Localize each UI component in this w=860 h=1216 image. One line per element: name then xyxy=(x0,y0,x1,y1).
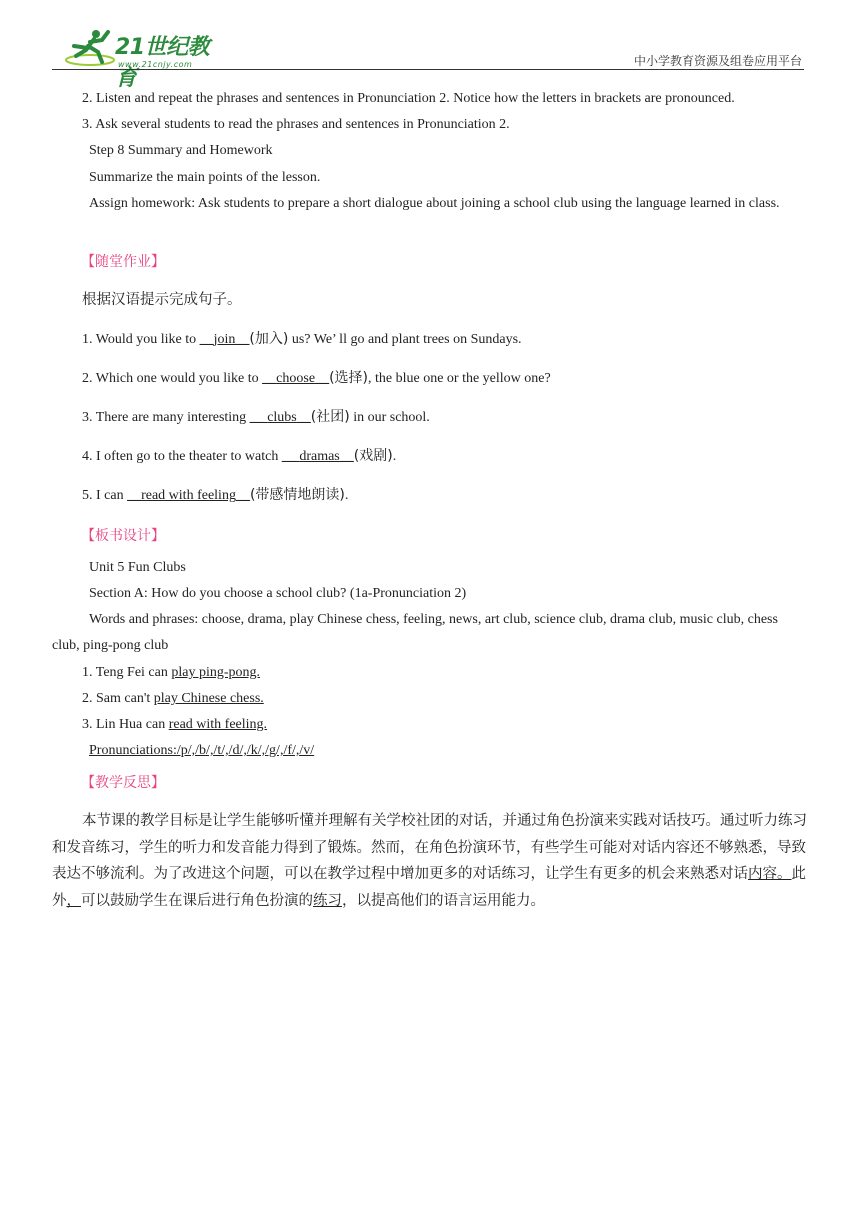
answer: clubs xyxy=(267,410,297,425)
reflection-underlined: 练习 xyxy=(313,892,342,909)
platform-label: 中小学教育资源及组卷应用平台 xyxy=(633,54,802,68)
item-text: , the blue one or the yellow one? xyxy=(368,371,551,386)
answer: join xyxy=(213,332,236,347)
answer-blank xyxy=(282,449,354,464)
homework-text: Assign homework: Ask students to prepare a short dialogue about joining a school club using the language learned in class. xyxy=(89,196,780,211)
logo xyxy=(60,26,230,91)
blank-fill: __ xyxy=(249,410,268,425)
reflection-underlined: ， xyxy=(66,892,81,909)
reflection-part: ，以提高他们的语言运用能力。 xyxy=(342,892,545,909)
item-text: in our school. xyxy=(349,410,430,425)
exercise-title: 【随堂作业】 xyxy=(81,254,165,270)
sentence-answer: play Chinese chess. xyxy=(153,691,264,706)
item-text: 5. I can xyxy=(82,488,128,503)
board-sentence-2 xyxy=(82,689,264,709)
board-pronunciations: Pronunciations:/p/,/b/,/t/,/d/,/k/,/g/,/f/,/v/ xyxy=(89,743,315,758)
item-text: 3. There are many interesting xyxy=(82,410,250,425)
blank-fill: __ xyxy=(296,410,311,425)
answer: read with feeling xyxy=(141,488,236,503)
blank-fill: __ xyxy=(235,332,250,347)
answer: dramas xyxy=(299,449,340,464)
sentence-text: 1. Teng Fei can xyxy=(82,665,172,680)
board-section: Section A: How do you choose a school club? (1a-Pronunciation 2) xyxy=(89,586,467,601)
sentence-answer: read with feeling. xyxy=(168,717,268,732)
logo-text: 21世纪教育 xyxy=(115,35,210,91)
board-sentence-1 xyxy=(82,663,260,683)
item-text: 4. I often go to the theater to watch xyxy=(82,449,282,464)
item-text: . xyxy=(344,488,349,503)
exercise-item-1 xyxy=(82,329,522,350)
answer-blank xyxy=(200,332,250,347)
reflection-underlined: 内容。 xyxy=(748,866,792,882)
exercise-item-4 xyxy=(82,446,396,467)
hint: (加入) xyxy=(249,331,289,347)
item-text: us? We’ ll go and plant trees on Sundays. xyxy=(288,332,522,347)
board-title: 【板书设计】 xyxy=(81,528,165,544)
sentence-text: 2. Sam can't xyxy=(82,691,154,706)
logo-url: www.21cnjy.com xyxy=(118,60,193,69)
blank-fill: __ xyxy=(199,332,214,347)
page-header xyxy=(52,24,804,91)
board-words: Words and phrases: choose, drama, play Chinese chess, feeling, news, art club, science club, drama club, music club, chess club, ping-pong club xyxy=(52,612,778,653)
item-text: 2. Which one would you like to xyxy=(82,371,263,386)
answer-blank xyxy=(250,410,311,425)
exercise-item-5 xyxy=(82,485,348,506)
item-text: 1. Would you like to xyxy=(82,332,200,347)
answer-blank xyxy=(262,371,329,386)
exercise-instruction: 根据汉语提示完成句子。 xyxy=(82,292,242,308)
exercise-item-2 xyxy=(82,368,551,389)
reflection-title: 【教学反思】 xyxy=(81,775,165,791)
runner-logo-icon xyxy=(60,26,116,70)
item-text: . xyxy=(392,449,397,464)
hint: (带感情地朗读) xyxy=(249,487,345,503)
answer-blank xyxy=(127,488,250,503)
blank-fill: __ xyxy=(339,449,354,464)
blank-fill: __ xyxy=(235,488,250,503)
sentence-text: 3. Lin Hua can xyxy=(82,717,169,732)
hint: (社团) xyxy=(310,409,350,425)
board-sentence-3 xyxy=(82,715,267,735)
blank-fill: __ xyxy=(281,449,300,464)
blank-fill: __ xyxy=(127,488,142,503)
step-heading: Step 8 Summary and Homework xyxy=(89,143,273,158)
reflection-part: 此外 xyxy=(52,866,806,909)
reflection-part: 可以鼓励学生在课后进行角色扮演的 xyxy=(81,892,313,909)
sentence-answer: play ping-pong. xyxy=(171,665,261,680)
step-line-1: 2. Listen and repeat the phrases and sentences in Pronunciation 2. Notice how the letters in brackets are pronounced. xyxy=(82,91,735,106)
hint: (选择) xyxy=(329,370,368,386)
step-line-3: Summarize the main points of the lesson. xyxy=(89,170,321,185)
reflection-text xyxy=(52,808,808,914)
board-unit: Unit 5 Fun Clubs xyxy=(89,560,186,575)
header-divider xyxy=(52,69,804,70)
hint: (戏剧) xyxy=(353,448,393,464)
step-line-2: 3. Ask several students to read the phrases and sentences in Pronunciation 2. xyxy=(82,117,510,132)
exercise-item-3 xyxy=(82,407,430,428)
blank-fill: __ xyxy=(262,371,277,386)
answer: choose xyxy=(276,371,316,386)
reflection-part: 本节课的教学目标是让学生能够听懂并理解有关学校社团的对话，并通过角色扮演来实践对话技巧。通过听力练习和发音练习，学生的听力和发音能力得到了锻炼。然而，在角色扮演环节，有些学生可能对对话内容还不够熟悉，导致表达不够流利。为了改进这个问题，可以在教学过程中增加更多的对话练习，让学生有更多的机会来熟悉对话 xyxy=(52,813,807,882)
blank-fill: __ xyxy=(315,371,330,386)
